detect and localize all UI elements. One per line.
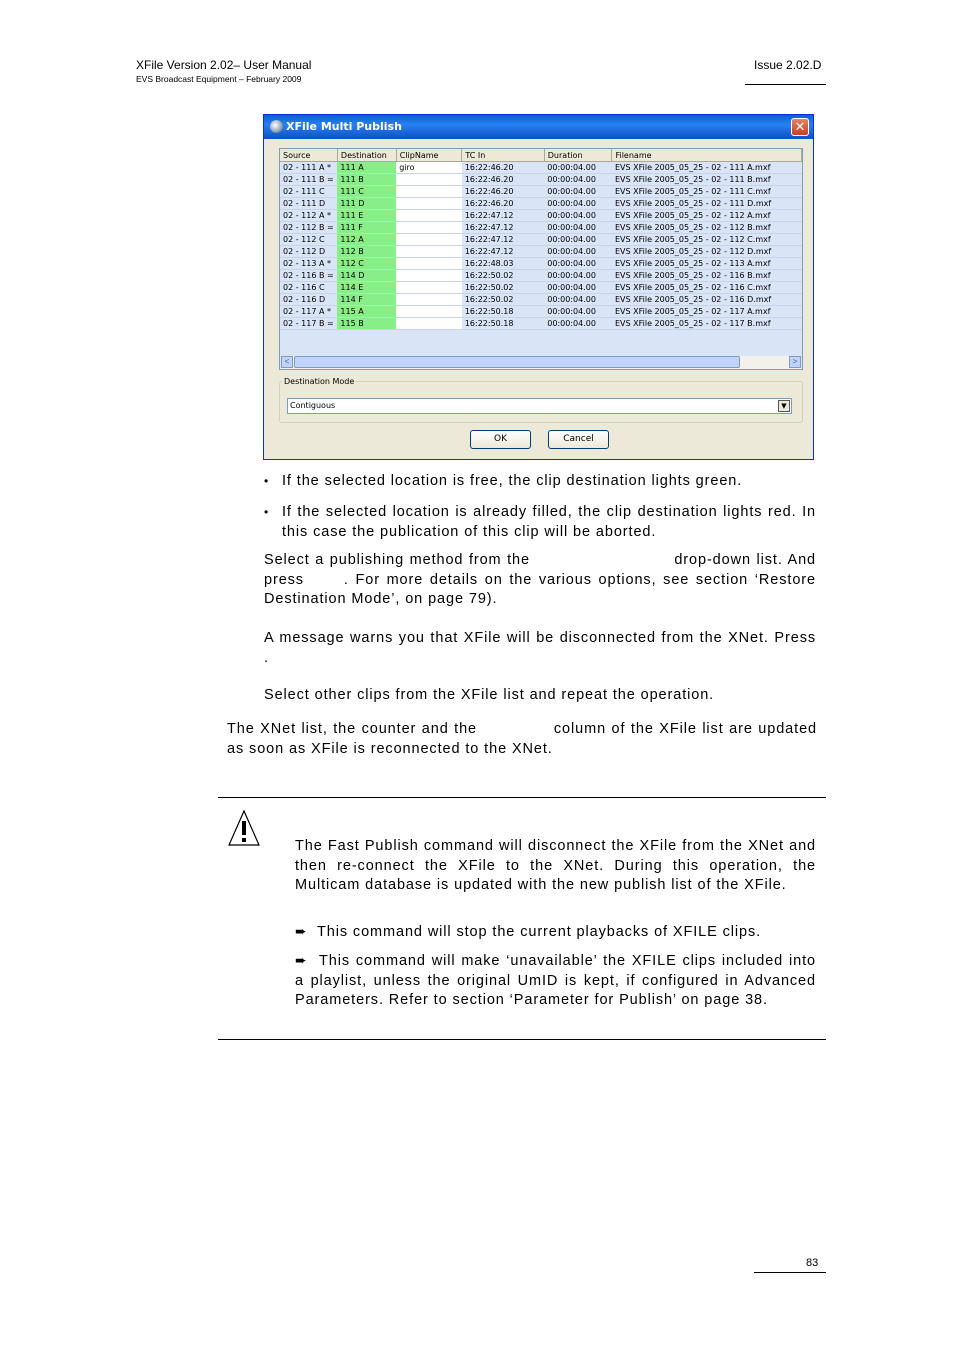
cell-clipname[interactable] [396,246,462,258]
cell-clipname[interactable] [396,318,462,330]
cell-tc-in: 16:22:46.20 [462,186,544,198]
cell-filename: EVS XFile 2005_05_25 - 02 - 116 D.mxf [612,294,802,306]
cell-filename: EVS XFile 2005_05_25 - 02 - 112 C.mxf [612,234,802,246]
scroll-right-button[interactable]: > [789,356,801,368]
multi-publish-dialog [263,114,814,460]
cell-filename: EVS XFile 2005_05_25 - 02 - 112 A.mxf [612,210,802,222]
destination-mode-label: Destination Mode [284,377,355,386]
cell-source: 02 - 116 B = [280,270,337,282]
cell-destination: 111 A [337,162,396,174]
cell-filename: EVS XFile 2005_05_25 - 02 - 112 B.mxf [612,222,802,234]
cell-tc-in: 16:22:47.12 [462,222,544,234]
cell-destination: 112 C [337,258,396,270]
bullet-dot: • [264,505,269,519]
scroll-thumb[interactable] [294,356,740,368]
cell-duration: 00:00:04.00 [544,258,612,270]
cell-tc-in: 16:22:47.12 [462,210,544,222]
warning-note-playlist: This command will make ‘unavailable’ the XFILE clips included into a playlist, unless the original UmID is kept, if configured in Advanced Parameters. Refer to section ‘Parameter for Publish’ on page 38. [295,953,816,1008]
xnet-update-text: The XNet list, the counter and the column of the XFile list are updated as soon as XFile is reconnected to the XNet. [227,721,822,757]
cell-filename: EVS XFile 2005_05_25 - 02 - 111 D.mxf [612,198,802,210]
cell-source: 02 - 112 B = [280,222,337,234]
cell-filename: EVS XFile 2005_05_25 - 02 - 116 B.mxf [612,270,802,282]
cell-destination: 111 E [337,210,396,222]
table-row[interactable] [280,162,802,174]
dialog-title: XFile Multi Publish [286,120,402,133]
footer-rule [754,1272,826,1273]
cell-source: 02 - 111 B = [280,174,337,186]
cell-duration: 00:00:04.00 [544,318,612,330]
cell-duration: 00:00:04.00 [544,234,612,246]
cell-filename: EVS XFile 2005_05_25 - 02 - 111 C.mxf [612,186,802,198]
cell-destination: 115 B [337,318,396,330]
cell-clipname[interactable] [396,198,462,210]
cancel-button[interactable]: Cancel [548,430,609,449]
cell-destination: 114 E [337,282,396,294]
table-row[interactable] [280,318,802,330]
cell-clipname[interactable] [396,210,462,222]
cell-source: 02 - 116 C [280,282,337,294]
step-select-other: Select other clips from the XFile list and repeat the operation. [264,687,715,703]
table-row[interactable] [280,270,802,282]
cell-duration: 00:00:04.00 [544,294,612,306]
scroll-left-button[interactable]: < [281,356,293,368]
horizontal-scrollbar[interactable] [281,356,801,369]
cell-destination: 114 F [337,294,396,306]
arrow-icon: ➨ [295,923,307,939]
cell-destination: 115 A [337,306,396,318]
column-header-clipname[interactable]: ClipName [396,149,462,162]
cell-duration: 00:00:04.00 [544,306,612,318]
warning-bottom-rule [218,1039,826,1040]
ok-button[interactable]: OK [470,430,531,449]
close-button[interactable]: ✕ [791,118,809,136]
cell-source: 02 - 112 D [280,246,337,258]
cell-filename: EVS XFile 2005_05_25 - 02 - 117 B.mxf [612,318,802,330]
table-body [280,162,802,330]
cell-filename: EVS XFile 2005_05_25 - 02 - 116 C.mxf [612,282,802,294]
cell-source: 02 - 111 D [280,198,337,210]
cell-destination: 111 F [337,222,396,234]
header-rule [745,84,826,85]
cell-destination: 111 C [337,186,396,198]
page-number: 83 [806,1257,819,1269]
cell-tc-in: 16:22:48.03 [462,258,544,270]
cell-clipname[interactable] [396,258,462,270]
cell-source: 02 - 112 C [280,234,337,246]
cell-duration: 00:00:04.00 [544,198,612,210]
cell-clipname[interactable] [396,282,462,294]
cell-duration: 00:00:04.00 [544,174,612,186]
document-subtitle: EVS Broadcast Equipment – February 2009 [136,74,302,84]
cell-destination: 111 D [337,198,396,210]
table-row[interactable] [280,282,802,294]
cell-source: 02 - 111 A * [280,162,337,174]
cell-clipname[interactable] [396,222,462,234]
warning-text: The Fast Publish command will disconnect the XFile from the XNet and then re-connect the XFile to the XNet. During this operation, the Multicam database is updated with the new publish list of the XFile. [295,838,816,893]
cell-filename: EVS XFile 2005_05_25 - 02 - 113 A.mxf [612,258,802,270]
table-row[interactable] [280,174,802,186]
bullet-free-location: If the selected location is free, the clip destination lights green. [282,473,743,489]
bullet-filled-location: If the selected location is already filled, the clip destination lights red. In this case the publication of this clip will be aborted. [282,504,816,540]
arrow-icon: ➨ [295,952,307,968]
app-icon [270,120,283,133]
publish-grid[interactable] [279,148,803,370]
cell-clipname[interactable]: giro [396,162,462,174]
cell-source: 02 - 117 A * [280,306,337,318]
dialog-title-bar [264,115,813,139]
cell-tc-in: 16:22:50.02 [462,294,544,306]
cell-clipname[interactable] [396,294,462,306]
chevron-down-icon[interactable]: ▼ [778,400,790,412]
issue-number: Issue 2.02.D [754,58,822,72]
cell-filename: EVS XFile 2005_05_25 - 02 - 111 A.mxf [612,162,802,174]
cell-tc-in: 16:22:47.12 [462,234,544,246]
destination-mode-select[interactable] [287,398,792,414]
cell-filename: EVS XFile 2005_05_25 - 02 - 112 D.mxf [612,246,802,258]
table-row[interactable] [280,222,802,234]
cell-filename: EVS XFile 2005_05_25 - 02 - 111 B.mxf [612,174,802,186]
destination-mode-value: Contiguous [290,401,336,410]
table-header-row [280,149,802,162]
warning-icon [227,809,261,847]
cell-destination: 112 A [337,234,396,246]
step-message-warning: A message warns you that XFile will be disconnected from the XNet. Press . [264,630,846,666]
cell-clipname[interactable] [396,270,462,282]
column-header-filename[interactable]: Filename [612,149,802,162]
cell-source: 02 - 112 A * [280,210,337,222]
table-row[interactable] [280,210,802,222]
warning-note-playback: This command will stop the current playbacks of XFILE clips. [317,924,762,940]
cell-tc-in: 16:22:47.12 [462,246,544,258]
cell-duration: 00:00:04.00 [544,210,612,222]
column-header-duration[interactable]: Duration [544,149,612,162]
cell-source: 02 - 117 B = [280,318,337,330]
table-row[interactable] [280,306,802,318]
table-row[interactable] [280,234,802,246]
table-row[interactable] [280,258,802,270]
cell-tc-in: 16:22:50.02 [462,270,544,282]
cell-clipname[interactable] [396,186,462,198]
column-header-tc-in[interactable]: TC In [462,149,544,162]
cell-source: 02 - 111 C [280,186,337,198]
step-select-method: Select a publishing method from the drop-down list. And press . For more details on the various options, see section ‘Restore Destination Mode’, on page 79). [264,552,821,607]
publish-table [280,149,802,330]
cell-duration: 00:00:04.00 [544,222,612,234]
cell-tc-in: 16:22:50.18 [462,306,544,318]
document-title: XFile Version 2.02– User Manual [136,58,312,72]
cell-tc-in: 16:22:50.02 [462,282,544,294]
cell-duration: 00:00:04.00 [544,282,612,294]
cell-source: 02 - 113 A * [280,258,337,270]
cell-clipname[interactable] [396,234,462,246]
column-header-destination[interactable]: Destination [337,149,396,162]
cell-destination: 112 B [337,246,396,258]
cell-tc-in: 16:22:50.18 [462,318,544,330]
cell-filename: EVS XFile 2005_05_25 - 02 - 117 A.mxf [612,306,802,318]
cell-tc-in: 16:22:46.20 [462,162,544,174]
warning-top-rule [218,797,826,798]
table-row[interactable] [280,294,802,306]
table-row[interactable] [280,246,802,258]
cell-source: 02 - 116 D [280,294,337,306]
table-row[interactable] [280,186,802,198]
cell-clipname[interactable] [396,174,462,186]
cell-duration: 00:00:04.00 [544,246,612,258]
cell-destination: 111 B [337,174,396,186]
cell-duration: 00:00:04.00 [544,186,612,198]
cell-tc-in: 16:22:46.20 [462,198,544,210]
cell-duration: 00:00:04.00 [544,162,612,174]
cell-duration: 00:00:04.00 [544,270,612,282]
table-row[interactable] [280,198,802,210]
bullet-dot: • [264,474,269,488]
cell-tc-in: 16:22:46.20 [462,174,544,186]
column-header-source[interactable]: Source [280,149,337,162]
cell-clipname[interactable] [396,306,462,318]
cell-destination: 114 D [337,270,396,282]
